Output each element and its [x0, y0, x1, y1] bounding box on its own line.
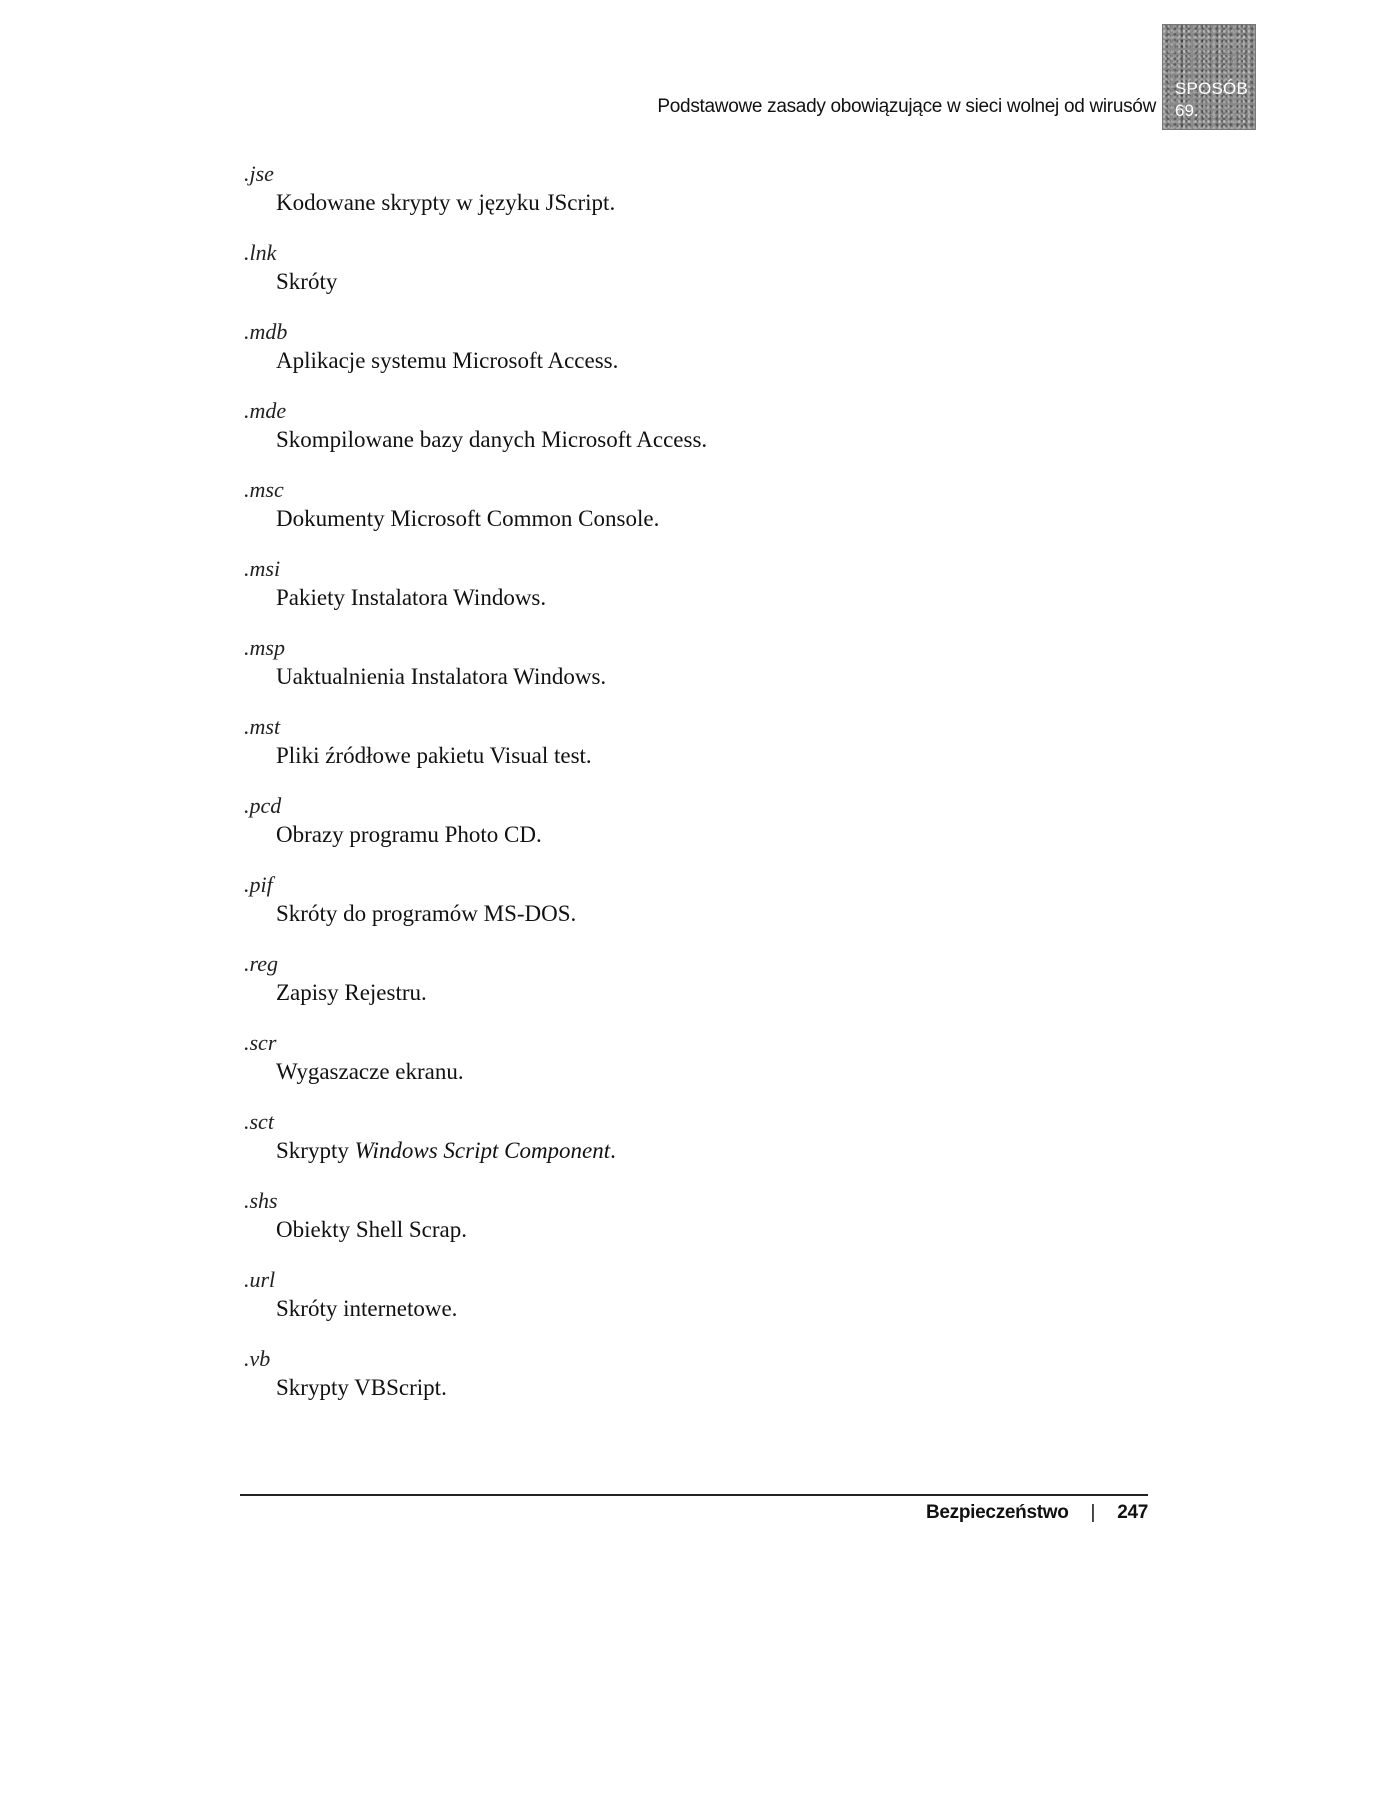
list-item [244, 713, 1144, 792]
extension-term: .jse [244, 161, 274, 186]
extension-description: Skróty [276, 269, 338, 294]
list-item [244, 1108, 1144, 1187]
running-header-title: Podstawowe zasady obowiązujące w sieci wolnej od wirusów [657, 96, 1156, 117]
description-text: . [610, 1138, 616, 1163]
extension-description: Pakiety Instalatora Windows. [276, 585, 547, 610]
extension-term: .mde [244, 398, 287, 423]
extension-term: .url [244, 1267, 276, 1292]
extension-description: Pliki źródłowe pakietu Visual test. [276, 743, 592, 768]
extension-description: Wygaszacze ekranu. [276, 1059, 464, 1084]
extension-term: .sct [244, 1109, 274, 1134]
footer-divider [240, 1494, 1148, 1496]
hack-tab-number: 69. [1175, 101, 1199, 120]
list-item [244, 160, 1144, 239]
extension-description [276, 1136, 1144, 1166]
extension-term: .pif [244, 872, 273, 897]
list-item [244, 634, 1144, 713]
extension-term: .msp [244, 635, 285, 660]
extension-term: .mst [244, 714, 281, 739]
extension-description: Aplikacje systemu Microsoft Access. [276, 348, 619, 373]
list-item [244, 397, 1144, 476]
file-extension-list [244, 160, 1144, 1424]
list-item [244, 239, 1144, 318]
extension-description: Skróty internetowe. [276, 1296, 458, 1321]
page-number: 247 [1117, 1502, 1148, 1523]
hack-tab-label: SPOSÓB [1175, 79, 1249, 98]
extension-term: .vb [244, 1346, 271, 1371]
extension-term: .lnk [244, 240, 277, 265]
hack-number-tab [1162, 24, 1256, 130]
footer-section-title: Bezpieczeństwo [925, 1502, 1069, 1523]
list-item [244, 318, 1144, 397]
extension-term: .scr [244, 1030, 277, 1055]
description-text: Skrypty [276, 1138, 355, 1163]
list-item [244, 871, 1144, 950]
extension-description: Obrazy programu Photo CD. [276, 822, 542, 847]
description-italic-text: Windows Script Component [354, 1138, 611, 1163]
extension-description: Zapisy Rejestru. [276, 980, 427, 1005]
footer-separator: | [1090, 1502, 1096, 1523]
list-item [244, 792, 1144, 871]
extension-description: Dokumenty Microsoft Common Console. [276, 506, 660, 531]
extension-description: Kodowane skrypty w języku JScript. [276, 190, 616, 215]
extension-description: Skróty do programów MS-DOS. [276, 901, 577, 926]
extension-term: .mdb [244, 319, 288, 344]
list-item [244, 1029, 1144, 1108]
extension-term: .pcd [244, 793, 282, 818]
extension-term: .msc [244, 477, 284, 502]
extension-description: Skompilowane bazy danych Microsoft Access. [276, 427, 708, 452]
extension-term: .msi [244, 556, 281, 581]
extension-description: Obiekty Shell Scrap. [276, 1217, 467, 1242]
list-item [244, 1266, 1144, 1345]
extension-term: .shs [244, 1188, 278, 1213]
page-footer [926, 1502, 1148, 1524]
list-item [244, 555, 1144, 634]
list-item [244, 950, 1144, 1029]
extension-term: .reg [244, 951, 279, 976]
list-item [244, 1345, 1144, 1424]
extension-description: Skrypty VBScript. [276, 1375, 447, 1400]
extension-description: Uaktualnienia Instalatora Windows. [276, 664, 607, 689]
list-item [244, 1187, 1144, 1266]
list-item [244, 476, 1144, 555]
